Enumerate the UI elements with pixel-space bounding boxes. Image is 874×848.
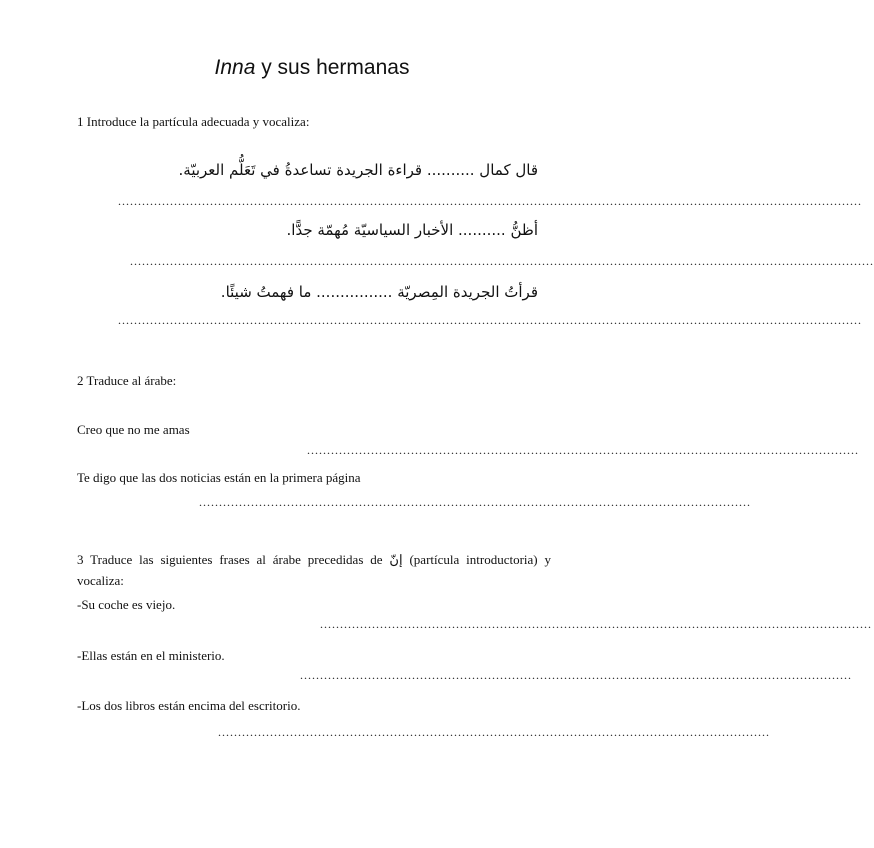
answer-line-1-3: .......................................................................................................................................................................................... (118, 313, 862, 327)
title-italic: Inna (214, 56, 256, 79)
page-title (0, 56, 624, 80)
section2-item-1: Creo que no me amas (77, 422, 190, 437)
section3-instruction: 3 Traduce las siguientes frases al árabe precedidas de إنّ (partícula introductoria) y vocaliza: (77, 552, 552, 588)
answer-line-3-1: .......................................................................................................................................... (320, 617, 872, 631)
section3-item-1: -Su coche es viejo. (77, 597, 176, 612)
section3-item-3: -Los dos libros están encima del escritorio. (77, 698, 301, 713)
title-rest: y sus hermanas (255, 56, 410, 79)
section1-item-3: قرأتُ الجريدة المِصريّة ................ ما فهمتُ شيئًا. (220, 283, 538, 301)
answer-line-3-3: .......................................................................................................................................... (218, 725, 770, 739)
answer-line-2-2: .......................................................................................................................................... (199, 495, 751, 509)
answer-line-1-2: .......................................................................................................................................................................................... (130, 254, 874, 268)
answer-line-3-2: .......................................................................................................................................... (300, 668, 852, 682)
section1-item-1: قال كمال .......... قراءة الجريدة تساعدةُ في تَعَلُّم العربيّة. (178, 161, 538, 179)
section3-item-2: -Ellas están en el ministerio. (77, 648, 225, 663)
section2-instruction: 2 Traduce al árabe: (77, 373, 177, 388)
section1-item-2: أظنُّ .......... الأخبار السياسيّة مُهمّة جدًّا. (286, 221, 538, 239)
section2-item-2: Te digo que las dos noticias están en la primera página (77, 470, 361, 485)
section1-instruction: 1 Introduce la partícula adecuada y vocaliza: (77, 114, 310, 129)
answer-line-2-1: .......................................................................................................................................... (307, 443, 859, 457)
answer-line-1-1: .......................................................................................................................................................................................... (118, 194, 862, 208)
